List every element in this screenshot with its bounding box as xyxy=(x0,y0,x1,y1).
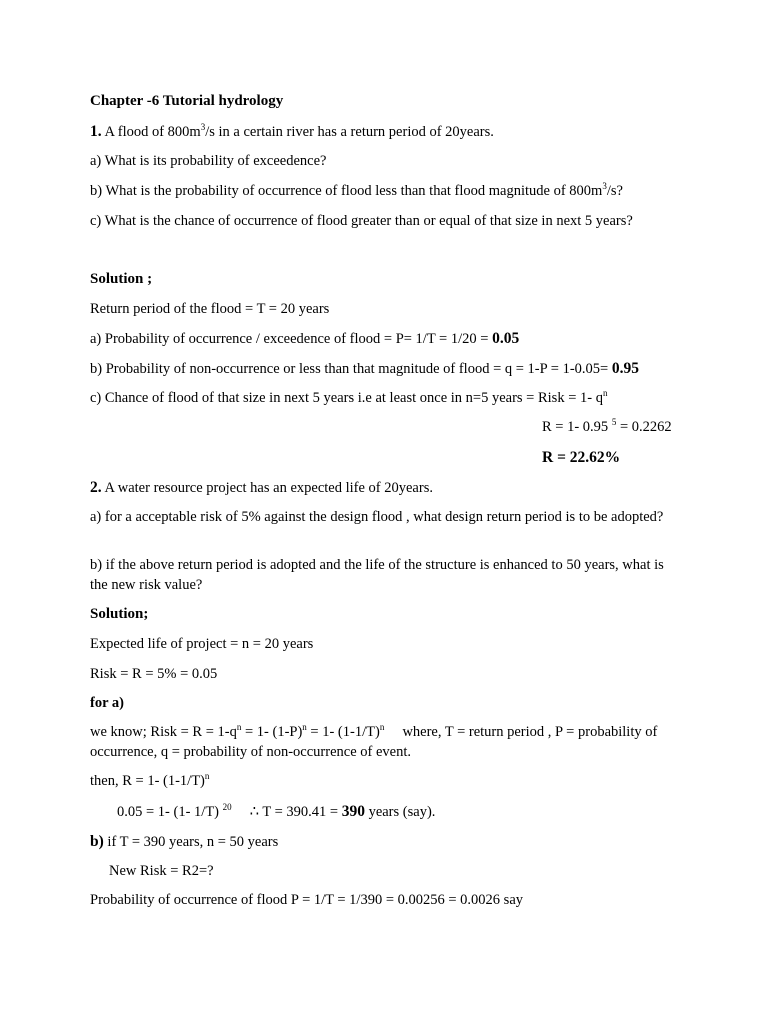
answer-value: 390 xyxy=(341,803,365,820)
page-title: Chapter -6 Tutorial hydrology xyxy=(90,93,284,109)
question-number: 2. xyxy=(90,479,102,496)
answer-value: 0.05 xyxy=(492,330,520,347)
solution-1-line: Return period of the flood = T = 20 years xyxy=(90,301,330,317)
solution-2-line: b) if T = 390 years, n = 50 years xyxy=(90,833,279,850)
answer-value: 0.95 xyxy=(611,360,639,377)
question-2b: b) if the above return period is adopted and the life of the structure is enhanced to 50 years, what is the new risk value? xyxy=(90,557,664,593)
part-label: b) xyxy=(90,833,104,850)
question-2a: a) for a acceptable risk of 5% against the design flood , what design return period is to be adopted? xyxy=(90,509,664,525)
solution-2-line: New Risk = R2=? xyxy=(109,863,214,879)
solution-1-line: a) Probability of occurrence / exceedence of flood = P= 1/T = 1/20 = 0.05 xyxy=(90,330,520,347)
solution-2-line: then, R = 1- $(1-1/T)^n$ xyxy=(90,771,210,789)
solution-2-heading: Solution; xyxy=(90,606,149,622)
question-1-stem: 1. A flood of $800m^3/s$ in a certain river has a return period of 20years. xyxy=(90,122,494,140)
solution-1-line: b) Probability of non-occurrence or less than that magnitude of flood = q = 1-P = 1-0.05= 0.95 xyxy=(90,360,639,377)
part-label: for a) xyxy=(90,695,124,711)
solution-2-line: we know; Risk = $R = 1-q^n = 1-$ $(1-P)^n = 1-$ $(1-1/T)^n$ where, T = return period , P = probability of occurrence, q = probability of non-occurrence of event. xyxy=(90,722,661,760)
solution-2-line: 0.05 = 1- (1- 1/T) $^{20}$ ∴ T = 390.41 = 390 years (say). xyxy=(117,802,436,820)
answer-value: R = 22.62% xyxy=(542,449,621,466)
question-1c: c) What is the chance of occurrence of flood greater than or equal of that size in next 5 years? xyxy=(90,213,633,229)
solution-2-line: Risk = R = 5% = 0.05 xyxy=(90,666,218,682)
question-1b: b) What is the probability of occurrence of flood less than that flood magnitude of $800m^3/s$? xyxy=(90,181,623,199)
solution-2-line: Probability of occurrence of flood P = 1/T = 1/390 = 0.00256 = 0.0026 say xyxy=(90,892,524,908)
solution-1-heading: Solution ; xyxy=(90,271,153,287)
solution-1-line: R = 1- 0.95 $^5$ = 0.2262 xyxy=(542,417,672,435)
solution-1-line: c) Chance of flood of that size in next 5 years i.e at least once in n=5 years = Risk = 1- $q^n$ xyxy=(90,388,608,406)
solution-2-line: Expected life of project = n = 20 years xyxy=(90,636,314,652)
question-2-stem: 2. A water resource project has an expected life of 20years. xyxy=(90,479,433,496)
question-1a: a) What is its probability of exceedence? xyxy=(90,153,327,169)
question-number: 1. xyxy=(90,123,102,140)
